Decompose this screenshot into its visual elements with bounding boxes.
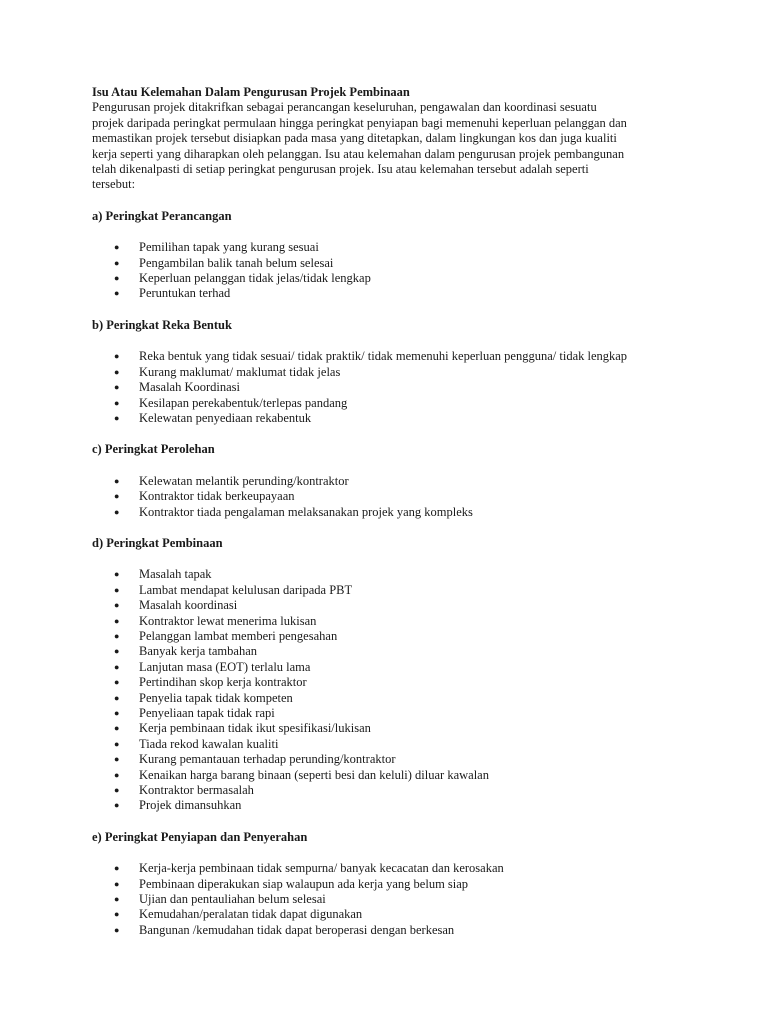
list-item-text: Kerja pembinaan tidak ikut spesifikasi/lukisan (139, 721, 371, 736)
list-item-text: Pertindihan skop kerja kontraktor (139, 675, 307, 690)
list-item-text: Keperluan pelanggan tidak jelas/tidak lengkap (139, 271, 371, 286)
bullet-icon: ● (114, 894, 120, 905)
section-spacer (92, 814, 712, 830)
bullet-icon: ● (114, 257, 120, 268)
bullet-icon: ● (114, 382, 120, 393)
section-spacer (92, 302, 712, 318)
bullet-icon: ● (114, 351, 120, 362)
list-item (92, 598, 712, 613)
list-item-text: Lambat mendapat kelulusan daripada PBT (139, 582, 353, 597)
section-spacer (92, 426, 712, 442)
list-item (92, 783, 712, 798)
list-item-text: Kontraktor lewat menerima lukisan (139, 613, 317, 628)
section-heading: b) Peringkat Reka Bentuk (92, 317, 232, 332)
bullet-icon: ● (114, 584, 120, 595)
document-page (92, 85, 712, 938)
bullet-icon: ● (114, 569, 120, 580)
section-spacer (92, 458, 712, 474)
bullet-icon: ● (114, 924, 120, 935)
list-item (92, 614, 712, 629)
list-item (92, 752, 712, 767)
list-item-text: Banyak kerja tambahan (139, 644, 258, 659)
bullet-list (92, 567, 712, 814)
list-item-text: Penyeliaan tapak tidak rapi (139, 706, 275, 720)
list-item-text: Kerja-kerja pembinaan tidak sempurna/ banyak kecacatan dan kerosakan (139, 861, 504, 876)
section-heading: a) Peringkat Perancangan (92, 208, 232, 223)
list-item (92, 286, 712, 301)
list-item (92, 567, 712, 582)
list-item (92, 474, 712, 489)
list-item (92, 691, 712, 706)
list-item-text: Kelewatan melantik perunding/kontraktor (139, 473, 349, 488)
bullet-list (92, 349, 712, 426)
list-item-text: Peruntukan terhad (139, 286, 231, 301)
list-item (92, 923, 712, 938)
list-item-text: Kenaikan harga barang binaan (seperti besi dan keluli) diluar kawalan (139, 767, 489, 782)
bullet-icon: ● (114, 754, 120, 765)
list-item (92, 768, 712, 783)
list-item-text: Kurang maklumat/ maklumat tidak jelas (139, 364, 341, 379)
list-item-text: Bangunan /kemudahan tidak dapat beroperasi dengan berkesan (139, 922, 455, 937)
bullet-icon: ● (114, 692, 120, 703)
bullet-icon: ● (114, 878, 120, 889)
list-item (92, 660, 712, 675)
list-item-text: Lanjutan masa (EOT) terlalu lama (139, 659, 311, 674)
list-item (92, 365, 712, 380)
list-item-text: Kontraktor tiada pengalaman melaksanakan projek yang kompleks (139, 504, 473, 519)
bullet-icon: ● (114, 677, 120, 688)
section-heading: e) Peringkat Penyiapan dan Penyerahan (92, 829, 308, 844)
bullet-list (92, 240, 712, 302)
list-item (92, 380, 712, 395)
list-item-text: Penyelia tapak tidak kompeten (139, 690, 293, 705)
list-item (92, 505, 712, 520)
list-item (92, 706, 712, 721)
bullet-list (92, 861, 712, 938)
list-item (92, 877, 712, 892)
list-item-text: Pengambilan balik tanah belum selesai (139, 255, 334, 270)
section-spacer (92, 520, 712, 536)
list-item-text: Kontraktor tidak berkeupayaan (139, 489, 295, 504)
sections-container (92, 193, 712, 938)
bullet-icon: ● (114, 769, 120, 780)
bullet-icon: ● (114, 785, 120, 796)
list-item (92, 349, 712, 364)
list-item (92, 411, 712, 426)
list-item-text: Masalah tapak (139, 567, 212, 582)
list-item (92, 737, 712, 752)
list-item-text: Pemilihan tapak yang kurang sesuai (139, 240, 319, 255)
bullet-icon: ● (114, 646, 120, 657)
bullet-icon: ● (114, 491, 120, 502)
section-spacer (92, 193, 712, 209)
list-item (92, 861, 712, 876)
bullet-icon: ● (114, 242, 120, 253)
list-item (92, 629, 712, 644)
list-item-text: Kelewatan penyediaan rekabentuk (139, 410, 312, 425)
section-heading: d) Peringkat Pembinaan (92, 535, 223, 550)
bullet-icon: ● (114, 412, 120, 423)
list-item (92, 240, 712, 255)
bullet-icon: ● (114, 661, 120, 672)
list-item-text: Kemudahan/peralatan tidak dapat digunakan (139, 907, 363, 922)
list-item-text: Pembinaan diperakukan siap walaupun ada kerja yang belum siap (139, 876, 469, 891)
bullet-icon: ● (114, 708, 120, 718)
section-spacer (92, 551, 712, 567)
bullet-icon: ● (114, 397, 120, 408)
bullet-list (92, 474, 712, 520)
section-spacer (92, 333, 712, 349)
document-title: Isu Atau Kelemahan Dalam Pengurusan Projek Pembinaan (92, 85, 410, 99)
list-item (92, 489, 712, 504)
bullet-icon: ● (114, 863, 120, 874)
list-item (92, 644, 712, 659)
list-item (92, 721, 712, 736)
list-item (92, 256, 712, 271)
list-item-text: Tiada rekod kawalan kualiti (139, 736, 279, 751)
bullet-icon: ● (114, 800, 120, 811)
bullet-icon: ● (114, 630, 120, 641)
list-item (92, 675, 712, 690)
list-item-text: Kesilapan perekabentuk/terlepas pandang (139, 395, 348, 410)
list-item (92, 907, 712, 922)
list-item-text: Projek dimansuhkan (139, 798, 242, 813)
list-item-text: Kurang pemantauan terhadap perunding/kontraktor (139, 752, 396, 767)
bullet-icon: ● (114, 506, 120, 517)
bullet-icon: ● (114, 273, 120, 284)
bullet-icon: ● (114, 475, 120, 486)
list-item-text: Reka bentuk yang tidak sesuai/ tidak praktik/ tidak memenuhi keperluan pengguna/ tidak lengkap (139, 349, 628, 364)
bullet-icon: ● (114, 615, 120, 626)
bullet-icon: ● (114, 723, 120, 734)
intro-paragraph: Pengurusan projek ditakrifkan sebagai perancangan keseluruhan, pengawalan dan koordinasi sesuatu projek daripada peringkat permulaan hingga peringkat penyiapan bagi memenuhi keperluan pelanggan dan memastikan projek tersebut disiapkan pada masa yang ditetapkan, dalam lingkungan kos dan juga kualiti kerja seperti yang diharapkan oleh pelanggan. Isu atau kelemahan dalam pengurusan projek pembangunan telah dikenalpasti di setiap peringkat pengurusan projek. Isu atau kelemahan tersebut adalah seperti tersebut: (92, 100, 627, 192)
list-item (92, 271, 712, 286)
section-heading: c) Peringkat Perolehan (92, 442, 215, 457)
list-item (92, 798, 712, 813)
section-spacer (92, 845, 712, 861)
list-item-text: Masalah Koordinasi (139, 380, 241, 395)
bullet-icon: ● (114, 288, 120, 299)
list-item-text: Ujian dan pentauliahan belum selesai (139, 892, 326, 907)
bullet-icon: ● (114, 600, 120, 611)
bullet-icon: ● (114, 366, 120, 377)
list-item (92, 583, 712, 598)
list-item-text: Masalah koordinasi (139, 598, 238, 613)
bullet-icon: ● (114, 909, 120, 920)
list-item (92, 396, 712, 411)
list-item-text: Pelanggan lambat memberi pengesahan (139, 628, 338, 643)
list-item (92, 892, 712, 907)
list-item-text: Kontraktor bermasalah (139, 783, 254, 798)
section-spacer (92, 224, 712, 240)
bullet-icon: ● (114, 738, 120, 749)
